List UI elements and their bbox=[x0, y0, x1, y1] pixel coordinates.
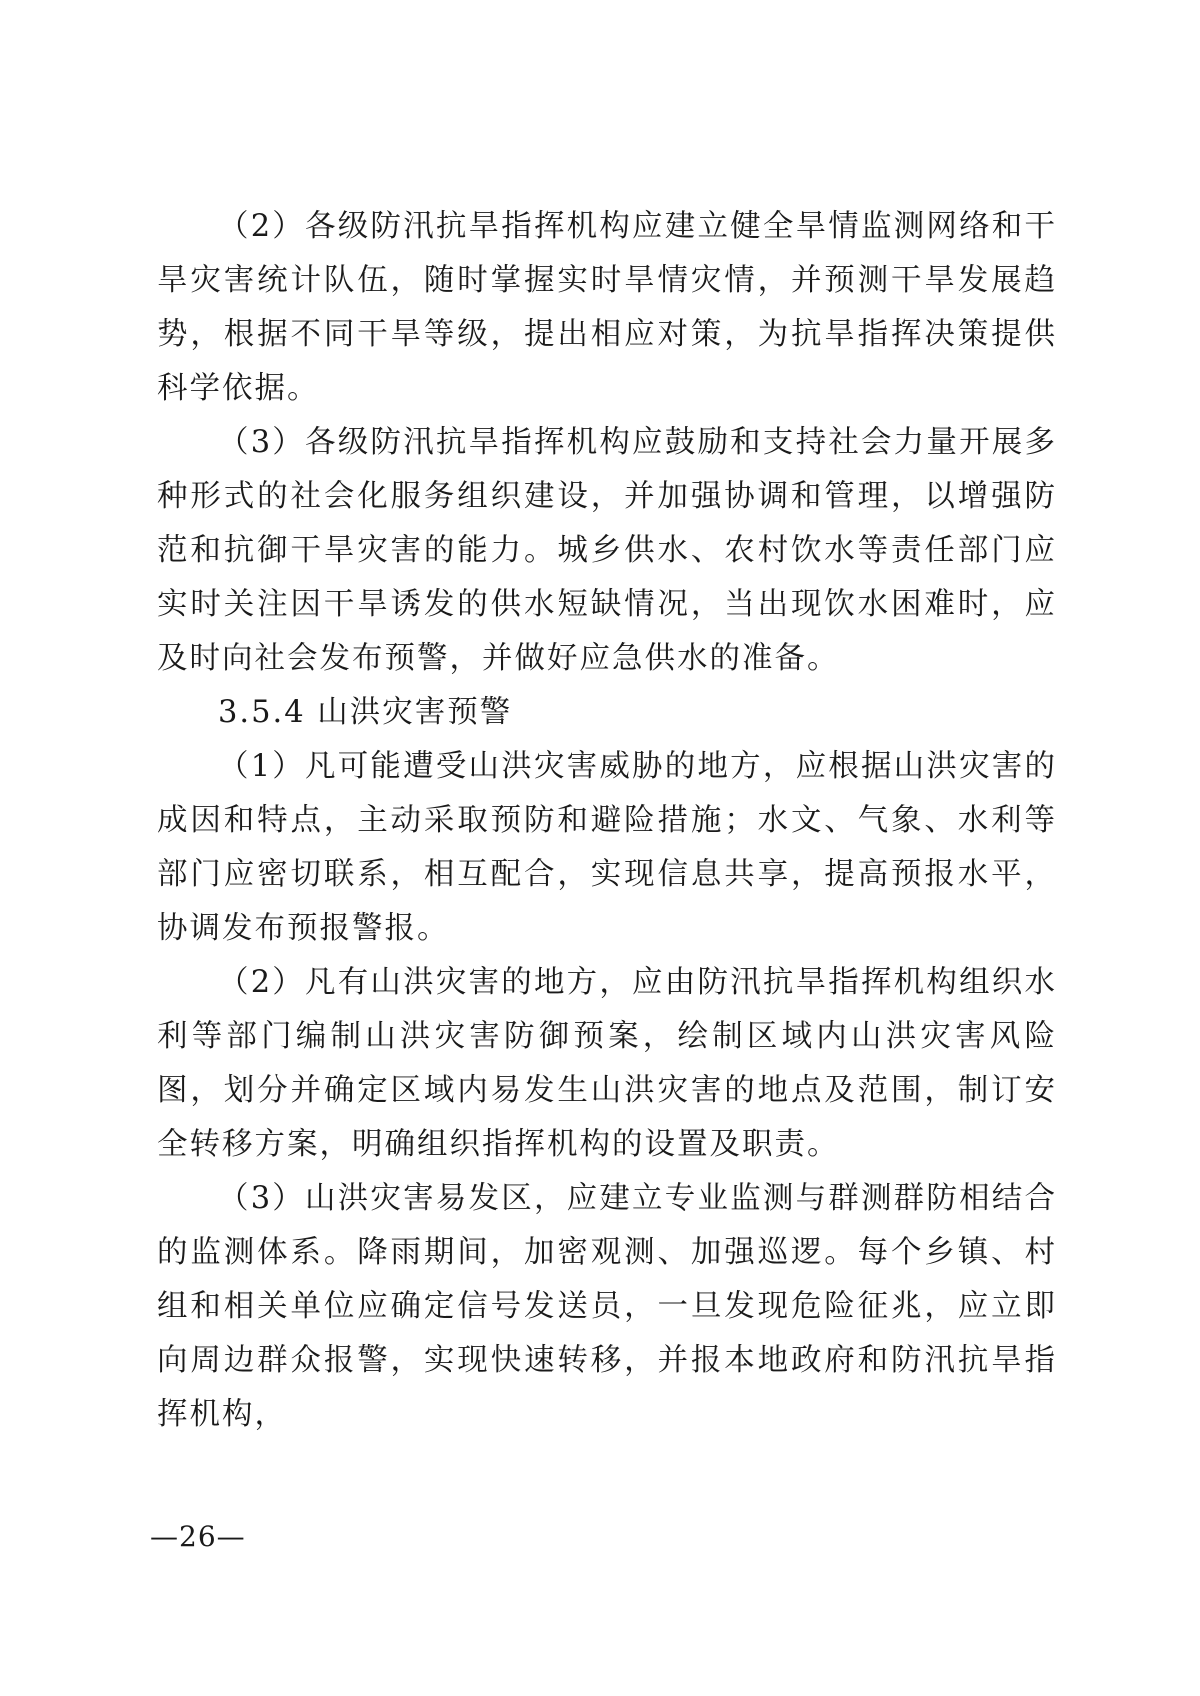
document-body bbox=[157, 200, 1057, 1442]
section-heading: 3.5.4 山洪灾害预警 bbox=[218, 695, 513, 730]
paragraph-flood-prevention: （1）凡可能遭受山洪灾害威胁的地方，应根据山洪灾害的成因和特点，主动采取预防和避险措施；水文、气象、水利等部门应密切联系，相互配合，实现信息共享，提高预报水平，协调发布预报警报。 bbox=[157, 749, 1057, 946]
paragraph-flood-plan: （2）凡有山洪灾害的地方，应由防汛抗旱指挥机构组织水利等部门编制山洪灾害防御预案，绘制区域内山洪灾害风险图，划分并确定区域内易发生山洪灾害的地点及范围，制订安全转移方案，明确组织指挥机构的设置及职责。 bbox=[157, 965, 1057, 1162]
paragraph-social-services: （3）各级防汛抗旱指挥机构应鼓励和支持社会力量开展多种形式的社会化服务组织建设，并加强协调和管理，以增强防范和抗御干旱灾害的能力。城乡供水、农村饮水等责任部门应实时关注因干旱诱发的供水短缺情况，当出现饮水困难时，应及时向社会发布预警，并做好应急供水的准备。 bbox=[157, 425, 1057, 676]
page-number: —26— bbox=[150, 1520, 246, 1553]
paragraph-monitoring-system: （3）山洪灾害易发区，应建立专业监测与群测群防相结合的监测体系。降雨期间，加密观测、加强巡逻。每个乡镇、村组和相关单位应确定信号发送员，一旦发现危险征兆，应立即向周边群众报警，实现快速转移，并报本地政府和防汛抗旱指挥机构， bbox=[157, 1181, 1057, 1432]
paragraph-drought-monitoring: （2）各级防汛抗旱指挥机构应建立健全旱情监测网络和干旱灾害统计队伍，随时掌握实时旱情灾情，并预测干旱发展趋势，根据不同干旱等级，提出相应对策，为抗旱指挥决策提供科学依据。 bbox=[157, 209, 1057, 406]
